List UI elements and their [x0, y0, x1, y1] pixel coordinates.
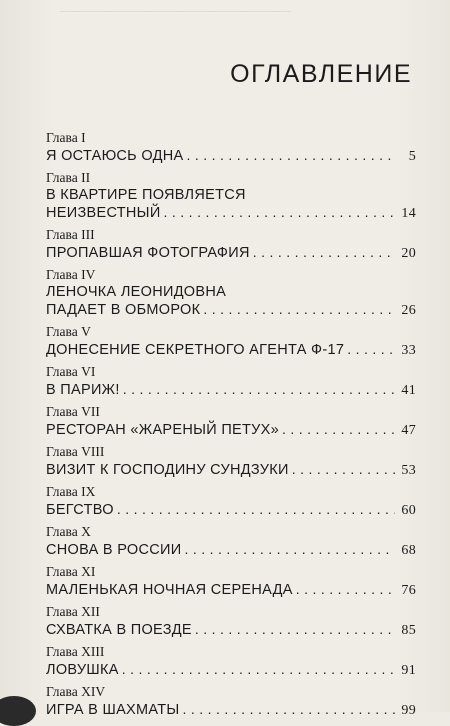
chapter-title: Я ОСТАЮСЬ ОДНА: [46, 148, 184, 164]
chapter-title-line: ЛЕНОЧКА ЛЕОНИДОВНА: [46, 284, 227, 300]
toc-row: [46, 701, 416, 719]
chapter-label: Глава X: [46, 524, 91, 539]
dot-leader: [184, 541, 395, 558]
page-number: 85: [401, 623, 416, 638]
chapter-title: РЕСТОРАН «ЖАРЕНЫЙ ПЕТУХ»: [46, 422, 280, 438]
page-number: 53: [401, 463, 416, 478]
toc-row: [46, 244, 416, 262]
running-header-bleedthrough: ——————————————————————: [60, 6, 291, 17]
chapter-title: СХВАТКА В ПОЕЗДЕ: [46, 622, 192, 638]
dot-leader: [186, 147, 395, 164]
toc-entry: [46, 444, 416, 479]
toc-entry: [46, 524, 416, 559]
dot-leader: [282, 421, 395, 438]
chapter-label: Глава VIII: [46, 444, 105, 459]
page-number: 91: [401, 663, 416, 678]
page-title: ОГЛАВЛЕНИЕ: [230, 60, 412, 88]
toc-entry: [46, 324, 416, 359]
page-number: 5: [408, 149, 416, 164]
toc-entry: [46, 564, 416, 599]
entry-spacer: [46, 719, 416, 724]
chapter-label: Глава XII: [46, 604, 100, 619]
toc-entry: [46, 130, 416, 165]
chapter-label: Глава I: [46, 130, 86, 145]
toc-entry: [46, 484, 416, 519]
dot-leader: [183, 701, 395, 718]
chapter-title: В ПАРИЖ!: [46, 382, 120, 398]
chapter-label: Глава XIII: [46, 644, 105, 659]
dot-leader: [253, 244, 395, 261]
chapter-label: Глава XIV: [46, 684, 106, 699]
toc-entry: [46, 364, 416, 399]
toc-row: [46, 621, 416, 639]
dot-leader: [296, 581, 395, 598]
dot-leader: [164, 204, 395, 221]
page-number: 41: [401, 383, 416, 398]
page-number: 26: [401, 303, 416, 318]
toc-entry: [46, 227, 416, 262]
page-number-marker: [0, 696, 36, 726]
dot-leader: [347, 341, 395, 358]
dot-leader: [203, 301, 395, 318]
toc-row: [46, 461, 416, 479]
chapter-label: Глава II: [46, 170, 91, 185]
toc-row: [46, 204, 416, 222]
page-number: 68: [401, 543, 416, 558]
chapter-title: ПАДАЕТ В ОБМОРОК: [46, 302, 201, 318]
chapter-title: ЛОВУШКА: [46, 662, 119, 678]
toc-row: [46, 341, 416, 359]
toc-entry: [46, 644, 416, 679]
chapter-label: Глава XI: [46, 564, 96, 579]
toc-row: [46, 147, 416, 165]
toc-row: [46, 381, 416, 399]
toc-entry: [46, 404, 416, 439]
chapter-title: ПРОПАВШАЯ ФОТОГРАФИЯ: [46, 245, 250, 261]
toc-row: [46, 421, 416, 439]
chapter-title: СНОВА В РОССИИ: [46, 542, 182, 558]
dot-leader: [195, 621, 395, 638]
toc-row: [46, 301, 416, 319]
chapter-label: Глава VII: [46, 404, 100, 419]
toc-row: [46, 501, 416, 519]
page-number: 99: [401, 703, 416, 718]
page-number: 14: [401, 206, 416, 221]
chapter-title: НЕИЗВЕСТНЫЙ: [46, 205, 161, 221]
chapter-title: МАЛЕНЬКАЯ НОЧНАЯ СЕРЕНАДА: [46, 582, 293, 598]
dot-leader: [117, 501, 395, 518]
toc-row: [46, 581, 416, 599]
toc-entry: [46, 684, 416, 719]
dot-leader: [122, 661, 395, 678]
page-number: 20: [401, 246, 416, 261]
page-number: 60: [401, 503, 416, 518]
chapter-label: Глава III: [46, 227, 95, 242]
dot-leader: [123, 381, 395, 398]
toc-row: [46, 661, 416, 679]
chapter-label: Глава VI: [46, 364, 96, 379]
chapter-title-line: В КВАРТИРЕ ПОЯВЛЯЕТСЯ: [46, 187, 246, 203]
dot-leader: [292, 461, 395, 478]
toc-entry: [46, 267, 416, 319]
page-number: 33: [401, 343, 416, 358]
toc-entry: [46, 170, 416, 222]
table-of-contents: [46, 130, 416, 724]
page-number: 47: [401, 423, 416, 438]
chapter-label: Глава IX: [46, 484, 96, 499]
chapter-title: ВИЗИТ К ГОСПОДИНУ СУНДЗУКИ: [46, 462, 289, 478]
chapter-title: БЕГСТВО: [46, 502, 114, 518]
page-number: 76: [401, 583, 416, 598]
chapter-label: Глава V: [46, 324, 91, 339]
chapter-label: Глава IV: [46, 267, 96, 282]
toc-row: [46, 541, 416, 559]
toc-entry: [46, 604, 416, 639]
chapter-title: ИГРА В ШАХМАТЫ: [46, 702, 180, 718]
chapter-title: ДОНЕСЕНИЕ СЕКРЕТНОГО АГЕНТА Ф-17: [46, 342, 345, 358]
